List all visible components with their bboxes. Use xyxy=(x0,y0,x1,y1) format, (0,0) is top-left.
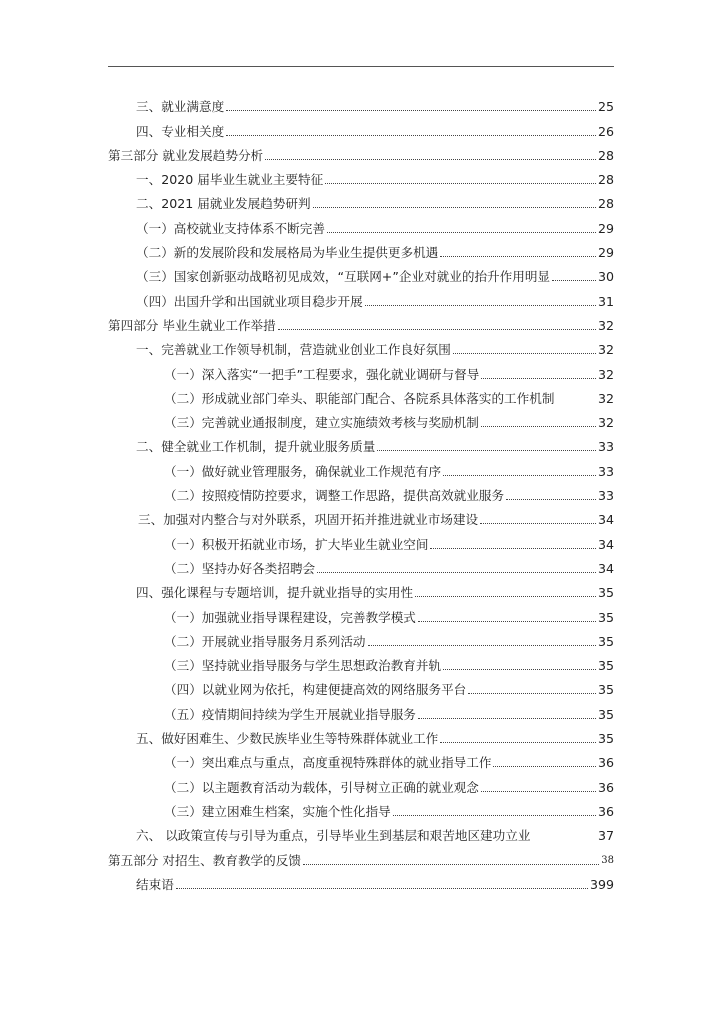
dot-leader xyxy=(440,742,596,743)
toc-entry-title: （一）积极开拓就业市场，扩大毕业生就业空间 xyxy=(164,537,429,552)
dot-leader xyxy=(430,548,596,549)
toc-entry-title: 二、2021 届就业发展趋势研判 xyxy=(136,197,311,212)
toc-page-number: 399 xyxy=(589,876,614,892)
toc-entry-title: 三、就业满意度 xyxy=(136,100,225,115)
toc-page-number: 37 xyxy=(597,828,614,844)
toc-entry[interactable] xyxy=(108,187,614,211)
toc-page-number: 25 xyxy=(597,99,614,115)
toc-page-number: 35 xyxy=(597,585,614,601)
toc-page-number: 34 xyxy=(597,536,614,552)
dot-leader xyxy=(443,669,596,670)
toc-entry[interactable] xyxy=(108,600,614,624)
toc-entry-title: 三、加强对内整合与对外联系，巩固开拓并推进就业市场建设 xyxy=(138,513,479,528)
toc-page-number: 28 xyxy=(597,172,614,188)
toc-entry-title: 五、做好困难生、少数民族毕业生等特殊群体就业工作 xyxy=(136,732,439,747)
toc-entry[interactable] xyxy=(108,284,614,308)
dot-leader xyxy=(481,426,596,427)
toc-entry[interactable] xyxy=(108,114,614,138)
toc-entry-title: （三）建立困难生档案，实施个性化指导 xyxy=(164,804,391,819)
toc-page-number: 35 xyxy=(597,706,614,722)
toc-page-number: 33 xyxy=(597,463,614,479)
toc-entry[interactable] xyxy=(108,649,614,673)
toc-entry[interactable] xyxy=(108,357,614,381)
dot-leader xyxy=(552,280,596,281)
toc-entry-title: （一）高校就业支持体系不断完善 xyxy=(136,221,325,236)
toc-page-number: 35 xyxy=(597,731,614,747)
toc-page-number: 36 xyxy=(597,755,614,771)
toc-entry-title: 第四部分 毕业生就业工作举措 xyxy=(108,318,276,333)
toc-page-number: 32 xyxy=(597,317,614,333)
dot-leader xyxy=(393,815,596,816)
toc-page-number: 33 xyxy=(597,488,614,504)
toc-entry[interactable] xyxy=(108,527,614,551)
dot-leader xyxy=(481,791,596,792)
toc-entry-title: 第三部分 就业发展趋势分析 xyxy=(108,148,264,163)
toc-entry-title: （五）疫情期间持续为学生开展就业指导服务 xyxy=(164,707,416,722)
dot-leader xyxy=(176,888,588,889)
toc-entry-title: （四）以就业网为依托，构建便捷高效的网络服务平台 xyxy=(164,683,467,698)
toc-entry[interactable] xyxy=(108,454,614,478)
table-of-contents xyxy=(108,90,614,892)
toc-page-number: 30 xyxy=(597,269,614,285)
toc-entry[interactable] xyxy=(108,211,614,235)
dot-leader xyxy=(317,572,596,573)
toc-page-number: 33 xyxy=(597,439,614,455)
toc-page-number: 26 xyxy=(597,123,614,139)
toc-page-number: 36 xyxy=(597,779,614,795)
toc-entry-title: （一）做好就业管理服务，确保就业工作规范有序 xyxy=(164,464,442,479)
dot-leader xyxy=(440,256,596,257)
toc-page-number: 36 xyxy=(597,803,614,819)
dot-leader xyxy=(303,864,599,865)
toc-entry[interactable] xyxy=(108,382,614,406)
dot-leader xyxy=(480,523,596,524)
toc-entry-title: （三）国家创新驱动战略初见成效，“互联网+”企业对就业的抬升作用明显 xyxy=(136,270,551,285)
toc-entry[interactable] xyxy=(108,576,614,600)
toc-entry[interactable] xyxy=(108,260,614,284)
toc-page-number: 32 xyxy=(597,342,614,358)
toc-entry[interactable] xyxy=(108,333,614,357)
toc-entry[interactable] xyxy=(108,236,614,260)
toc-page-number: 32 xyxy=(597,366,614,382)
dot-leader xyxy=(368,645,596,646)
toc-entry-title: 一、2020 届毕业生就业主要特征 xyxy=(136,173,324,188)
dot-leader xyxy=(418,621,596,622)
toc-entry-title: （二）形成就业部门牵头、职能部门配合、各院系具体落实的工作机制 xyxy=(164,391,555,406)
toc-page-number: 35 xyxy=(597,682,614,698)
dot-leader xyxy=(468,693,596,694)
dot-leader xyxy=(377,450,596,451)
toc-entry-title: 结束语 xyxy=(136,877,174,892)
toc-page-number: 29 xyxy=(597,220,614,236)
toc-entry-title: （四）出国升学和出国就业项目稳步开展 xyxy=(136,294,363,309)
toc-page-number: 32 xyxy=(597,415,614,431)
toc-entry[interactable] xyxy=(108,479,614,503)
toc-entry[interactable] xyxy=(108,503,614,527)
toc-page-number: 28 xyxy=(597,196,614,212)
toc-entry-title: 一、完善就业工作领导机制，营造就业创业工作良好氛围 xyxy=(136,343,451,358)
toc-entry-title: （一）深入落实“一把手”工程要求，强化就业调研与督导 xyxy=(164,367,480,382)
dot-leader xyxy=(325,183,596,184)
toc-entry-title: （一）突出难点与重点，高度重视特殊群体的就业指导工作 xyxy=(164,756,492,771)
dot-leader xyxy=(365,305,596,306)
toc-page-number: 34 xyxy=(597,560,614,576)
dot-leader xyxy=(481,378,596,379)
toc-entry[interactable] xyxy=(108,770,614,794)
toc-page-number: 35 xyxy=(597,609,614,625)
dot-leader xyxy=(418,718,596,719)
dot-leader xyxy=(265,159,596,160)
toc-entry[interactable] xyxy=(108,625,614,649)
toc-entry-title: 第五部分 对招生、教育教学的反馈 xyxy=(108,853,301,868)
toc-entry-title: （三）完善就业通报制度，建立实施绩效考核与奖励机制 xyxy=(164,416,479,431)
dot-leader xyxy=(453,353,596,354)
toc-page-number: 32 xyxy=(597,390,614,406)
toc-page-number: 29 xyxy=(597,245,614,261)
dot-leader xyxy=(226,110,596,111)
toc-entry[interactable] xyxy=(108,795,614,819)
dot-leader xyxy=(443,475,596,476)
toc-part-entry[interactable] xyxy=(108,309,614,333)
toc-entry-title: （二）按照疫情防控要求，调整工作思路，提供高效就业服务 xyxy=(164,489,505,504)
toc-entry[interactable] xyxy=(108,722,614,746)
toc-entry-title: 二、健全就业工作机制，提升就业服务质量 xyxy=(136,440,376,455)
toc-part-entry[interactable] xyxy=(108,843,614,867)
toc-entry[interactable] xyxy=(108,552,614,576)
dot-leader xyxy=(226,135,596,136)
toc-entry[interactable] xyxy=(108,746,614,770)
dot-leader xyxy=(415,596,596,597)
toc-entry-title: （二）以主题教育活动为载体，引导树立正确的就业观念 xyxy=(164,780,479,795)
toc-entry[interactable] xyxy=(108,430,614,454)
dot-leader xyxy=(278,329,596,330)
header-rule xyxy=(108,66,614,67)
toc-page-number: 35 xyxy=(597,658,614,674)
toc-entry-title: （二）开展就业指导服务月系列活动 xyxy=(164,634,366,649)
toc-entry-title: （一）加强就业指导课程建设，完善教学模式 xyxy=(164,610,416,625)
toc-entry-title: （二）坚持办好各类招聘会 xyxy=(164,561,316,576)
dot-leader xyxy=(313,207,596,208)
toc-entry-title: 四、强化课程与专题培训，提升就业指导的实用性 xyxy=(136,586,414,601)
toc-entry[interactable] xyxy=(108,819,614,843)
toc-page-number: 35 xyxy=(597,633,614,649)
toc-page-number: 34 xyxy=(597,512,614,528)
toc-part-entry[interactable] xyxy=(108,139,614,163)
dot-leader xyxy=(506,499,596,500)
toc-entry[interactable] xyxy=(108,90,614,114)
toc-entry[interactable] xyxy=(108,697,614,721)
toc-page-number: 31 xyxy=(597,293,614,309)
toc-entry[interactable] xyxy=(108,673,614,697)
toc-entry-title: （二）新的发展阶段和发展格局为毕业生提供更多机遇 xyxy=(136,246,439,261)
toc-entry[interactable] xyxy=(108,406,614,430)
dot-leader xyxy=(327,232,596,233)
toc-entry[interactable] xyxy=(108,868,614,892)
toc-page-number: 38 xyxy=(601,854,614,866)
toc-entry-title: （三）坚持就业指导服务与学生思想政治教育并轨 xyxy=(164,659,442,674)
toc-entry-title: 六、 以政策宣传与引导为重点，引导毕业生到基层和艰苦地区建功立业 xyxy=(136,829,531,844)
dot-leader xyxy=(493,766,596,767)
toc-entry-title: 四、专业相关度 xyxy=(136,124,225,139)
toc-entry[interactable] xyxy=(108,163,614,187)
toc-page-number: 28 xyxy=(597,147,614,163)
